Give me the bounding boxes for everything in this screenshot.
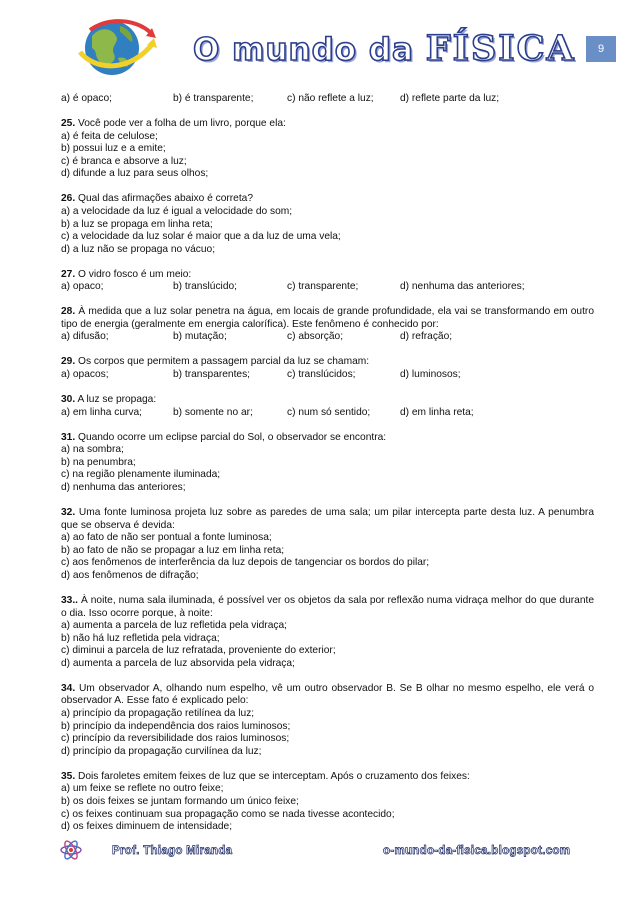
option-d: d) princípio da propagação curvilínea da luz; bbox=[61, 745, 262, 757]
option-a: a) difusão; bbox=[61, 331, 109, 343]
option-a: a) a velocidade da luz é igual a velocidade do som; bbox=[61, 205, 293, 217]
inline-options bbox=[61, 407, 594, 420]
question-33 bbox=[61, 595, 594, 671]
question-stem: À noite, numa sala iluminada, é possível ver os objetos da sala por reflexão numa vidraça melhor do que durante o dia. Isso ocorre porque, à noite: bbox=[61, 594, 594, 619]
option-c: c) aos fenômenos de interferência da luz depois de tangenciar os bordos do pilar; bbox=[61, 557, 430, 569]
option-d: d) nenhuma das anteriores; bbox=[400, 281, 525, 293]
option-b: b) é transparente; bbox=[173, 93, 254, 104]
option-b: b) princípio da independência dos raios luminosos; bbox=[61, 720, 291, 732]
option-d: d) os feixes diminuem de intensidade; bbox=[61, 821, 233, 833]
question-stem: Uma fonte luminosa projeta luz sobre as paredes de uma sala; um pilar intercepta parte desta luz. A penumbra que se observa é devida: bbox=[61, 506, 594, 531]
page-header bbox=[0, 0, 638, 84]
option-b: b) translúcido; bbox=[173, 281, 237, 293]
option-b: b) ao fato de não se propagar a luz em linha reta; bbox=[61, 544, 285, 556]
option-c: c) translúcidos; bbox=[287, 369, 356, 381]
question-stem: Dois faroletes emitem feixes de luz que se interceptam. Após o cruzamento dos feixes: bbox=[78, 770, 470, 782]
option-c: c) transparente; bbox=[287, 281, 359, 293]
question-stem: Quando ocorre um eclipse parcial do Sol, o observador se encontra: bbox=[78, 431, 387, 443]
title-part-2: FÍSICA bbox=[425, 28, 576, 69]
question-number: 28. bbox=[61, 306, 76, 318]
question-stem: Qual das afirmações abaixo é correta? bbox=[78, 193, 253, 205]
option-b: b) somente no ar; bbox=[173, 406, 253, 418]
option-c: c) diminui a parcela de luz refratada, proveniente do exterior; bbox=[61, 645, 336, 657]
option-d: d) aos fenômenos de difração; bbox=[61, 569, 199, 581]
inline-options bbox=[61, 331, 594, 344]
option-d: d) nenhuma das anteriores; bbox=[61, 481, 186, 493]
page-number-badge: 9 bbox=[586, 36, 616, 62]
option-d: d) luminosos; bbox=[400, 369, 461, 381]
option-a: a) princípio da propagação retilínea da luz; bbox=[61, 708, 255, 720]
author-name: Prof. Thiago Miranda bbox=[112, 845, 233, 857]
option-b: b) mutação; bbox=[173, 331, 227, 343]
option-a: a) na sombra; bbox=[61, 444, 124, 456]
blog-url: o-mundo-da-fisica.blogspot.com bbox=[383, 845, 571, 857]
option-d: d) refração; bbox=[400, 331, 453, 343]
option-a: a) ao fato de não ser pontual a fonte luminosa; bbox=[61, 532, 272, 544]
question-number: 31. bbox=[61, 431, 76, 443]
question-number: 25. bbox=[61, 117, 76, 129]
question-stem: A luz se propaga: bbox=[77, 394, 157, 406]
question-stem: À medida que a luz solar penetra na água, em locais de grande profundidade, ela vai se transformando em outro tipo de energia (geralmente em energia calorífica). Este fenômeno é conhecido por: bbox=[61, 306, 594, 330]
question-list bbox=[61, 93, 594, 846]
option-b: b) transparentes; bbox=[173, 369, 251, 381]
question-34 bbox=[61, 683, 594, 759]
inline-options bbox=[61, 369, 594, 382]
option-d: d) reflete parte da luz; bbox=[400, 93, 500, 104]
question-24-options bbox=[61, 93, 594, 106]
option-d: d) em linha reta; bbox=[400, 406, 474, 418]
question-number: 30. bbox=[61, 394, 76, 406]
option-c: c) a velocidade da luz solar é maior que a da luz de uma vela; bbox=[61, 231, 341, 243]
page-footer bbox=[0, 838, 638, 868]
option-d: d) aumenta a parcela de luz absorvida pela vidraça; bbox=[61, 657, 295, 669]
question-number: 32. bbox=[61, 506, 76, 518]
question-number: 33.. bbox=[61, 594, 78, 606]
title-part-1: O mundo da bbox=[193, 32, 426, 68]
option-c: c) absorção; bbox=[287, 331, 344, 343]
option-c: c) princípio da reversibilidade dos raios luminosos; bbox=[61, 733, 290, 745]
atom-icon bbox=[60, 838, 82, 862]
question-stem: Você pode ver a folha de um livro, porque ela: bbox=[78, 117, 286, 129]
question-stem: Os corpos que permitem a passagem parcial da luz se chamam: bbox=[78, 356, 370, 368]
option-a: a) um feixe se reflete no outro feixe; bbox=[61, 783, 224, 795]
option-a: a) aumenta a parcela de luz refletida pela vidraça; bbox=[61, 620, 287, 632]
option-c: c) num só sentido; bbox=[287, 406, 371, 418]
inline-options bbox=[61, 281, 594, 294]
option-c: c) não reflete a luz; bbox=[287, 93, 374, 104]
question-26 bbox=[61, 193, 594, 256]
option-b: b) na penumbra; bbox=[61, 456, 136, 468]
option-b: b) a luz se propaga em linha reta; bbox=[61, 218, 213, 230]
question-30 bbox=[61, 394, 594, 419]
question-31 bbox=[61, 432, 594, 495]
question-28 bbox=[61, 306, 594, 344]
inline-options bbox=[61, 93, 594, 106]
option-c: c) na região plenamente iluminada; bbox=[61, 469, 221, 481]
question-27 bbox=[61, 269, 594, 294]
option-a: a) opaco; bbox=[61, 281, 104, 293]
question-35 bbox=[61, 771, 594, 834]
option-a: a) é feita de celulose; bbox=[61, 130, 158, 142]
question-32 bbox=[61, 507, 594, 583]
question-number: 34. bbox=[61, 682, 76, 694]
globe-with-arrows-icon bbox=[70, 12, 158, 82]
option-a: a) em linha curva; bbox=[61, 406, 142, 418]
option-b: b) os dois feixes se juntam formando um único feixe; bbox=[61, 796, 299, 808]
option-d: d) a luz não se propaga no vácuo; bbox=[61, 243, 216, 255]
option-a: a) opacos; bbox=[61, 369, 109, 381]
option-a: a) é opaco; bbox=[61, 93, 112, 104]
page-title bbox=[193, 28, 576, 69]
question-stem: Um observador A, olhando num espelho, vê um outro observador B. Se B olhar no mesmo espelho, ele verá o observador A. Esse fato é explicado pelo: bbox=[61, 682, 594, 707]
question-number: 27. bbox=[61, 268, 76, 280]
option-c: c) os feixes continuam sua propagação como se nada tivesse acontecido; bbox=[61, 808, 395, 820]
option-b: b) possui luz e a emite; bbox=[61, 143, 166, 155]
option-b: b) não há luz refletida pela vidraça; bbox=[61, 632, 220, 644]
question-29 bbox=[61, 356, 594, 381]
question-number: 35. bbox=[61, 770, 76, 782]
question-stem: O vidro fosco é um meio: bbox=[78, 268, 192, 280]
option-d: d) difunde a luz para seus olhos; bbox=[61, 168, 209, 180]
question-number: 29. bbox=[61, 356, 76, 368]
question-25 bbox=[61, 118, 594, 181]
option-c: c) é branca e absorve a luz; bbox=[61, 155, 187, 167]
question-number: 26. bbox=[61, 193, 76, 205]
